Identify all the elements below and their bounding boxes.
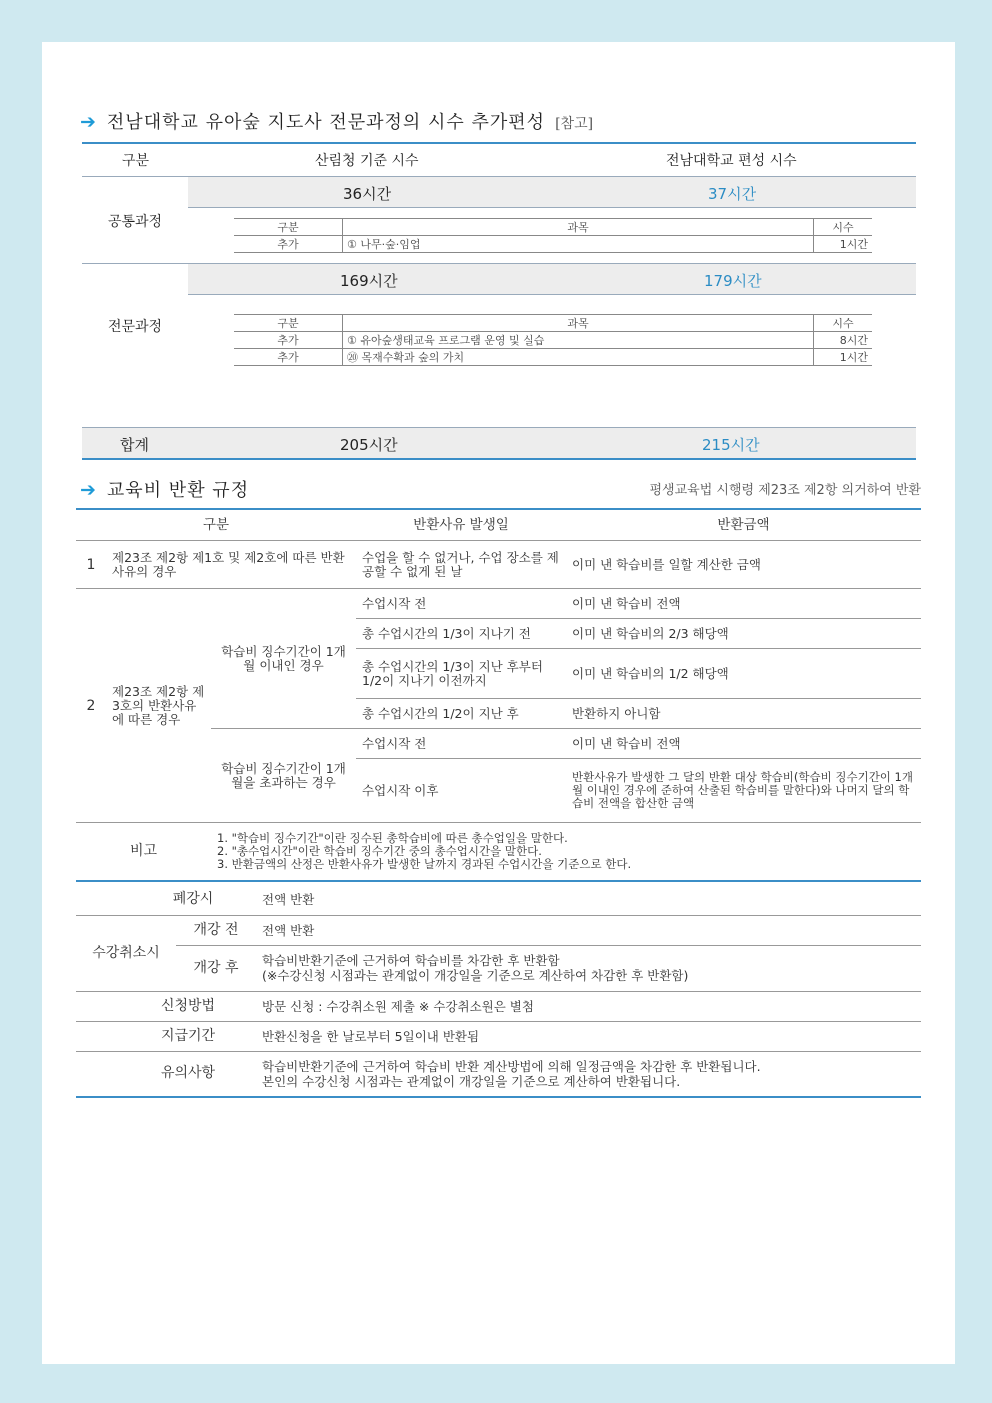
table-row bbox=[76, 991, 921, 1021]
sub-header-type: 구분 bbox=[234, 315, 343, 332]
special-course-label: 전문과정 bbox=[107, 319, 163, 335]
header-category: 구분 bbox=[76, 509, 356, 541]
method-label: 신청방법 bbox=[76, 991, 256, 1021]
special-sub-table bbox=[234, 314, 872, 366]
row-date: 총 수업시간의 1/2이 지난 후 bbox=[356, 699, 566, 729]
document-page bbox=[42, 42, 955, 1364]
table-row bbox=[76, 541, 921, 589]
row-date: 수업시작 전 bbox=[356, 589, 566, 619]
row-amount: 반환사유가 발생한 그 달의 반환 대상 학습비(학습비 징수기간이 1개월 이내인 경우에 준하여 산출된 학습비를 말한다)와 나머지 달의 학습비 전액을 합산한 금액 bbox=[566, 759, 921, 823]
total-forest-hours: 205시간 bbox=[340, 436, 398, 454]
before-start-label: 개강 전 bbox=[176, 915, 256, 945]
arrow-right-icon: ➔ bbox=[80, 479, 97, 501]
caution-text bbox=[256, 1051, 921, 1097]
row-amount: 이미 낸 학습비의 1/2 해당액 bbox=[566, 649, 921, 699]
refund-basis-note: 평생교육법 시행령 제23조 제2항 의거하여 반환 bbox=[649, 483, 921, 498]
table-row bbox=[76, 915, 921, 945]
common-hours-bar bbox=[188, 177, 916, 208]
row-number: 2 bbox=[76, 589, 106, 823]
sub-header-hours: 시수 bbox=[814, 219, 873, 236]
table-row bbox=[234, 349, 872, 366]
table-row bbox=[234, 236, 872, 253]
row-hours: 8시간 bbox=[814, 332, 873, 349]
section2-title-text: 교육비 반환 규정 bbox=[106, 480, 250, 501]
table-row bbox=[76, 589, 921, 619]
row-category: 제23조 제2항 제1호 및 제2호에 따른 반환사유의 경우 bbox=[106, 541, 356, 589]
sub-header-subject: 과목 bbox=[343, 219, 814, 236]
row-amount: 이미 낸 학습비를 일할 계산한 금액 bbox=[566, 541, 921, 589]
row-amount: 이미 낸 학습비 전액 bbox=[566, 589, 921, 619]
after-start-text bbox=[256, 945, 921, 991]
total-label: 합계 bbox=[120, 436, 149, 454]
header-forest-hours: 산림청 기준 시수 bbox=[315, 153, 419, 169]
section1-title-text: 전남대학교 유아숲 지도사 전문과정의 시수 추가편성 bbox=[106, 112, 546, 133]
caution-label: 유의사항 bbox=[76, 1051, 256, 1097]
sub-header-subject: 과목 bbox=[343, 315, 814, 332]
common-course-block bbox=[82, 177, 916, 264]
remarks-label: 비고 bbox=[76, 823, 211, 881]
row-type: 추가 bbox=[234, 349, 343, 366]
cancel-label: 수강취소시 bbox=[76, 915, 176, 991]
total-cnu-hours: 215시간 bbox=[702, 436, 760, 454]
row-date: 총 수업시간의 1/3이 지나기 전 bbox=[356, 619, 566, 649]
before-start-text: 전액 반환 bbox=[256, 915, 921, 945]
closure-label: 폐강시 bbox=[76, 885, 256, 915]
closure-text: 전액 반환 bbox=[256, 885, 921, 915]
row-type: 추가 bbox=[234, 332, 343, 349]
remarks-row bbox=[76, 823, 921, 881]
table-row bbox=[76, 945, 921, 991]
common-cnu-hours: 37시간 bbox=[708, 185, 757, 203]
row-date: 수업시작 이후 bbox=[356, 759, 566, 823]
caution-line: 학습비반환기준에 근거하여 학습비 반환 계산방법에 의해 일정금액을 차감한 후 반환됩니다. bbox=[262, 1058, 761, 1074]
row-date: 수업을 할 수 없거나, 수업 장소를 제공할 수 없게 된 날 bbox=[356, 541, 566, 589]
section1-title bbox=[80, 108, 593, 134]
common-sub-table bbox=[234, 218, 872, 253]
within-month-label: 학습비 징수기간이 1개월 이내인 경우 bbox=[211, 589, 356, 729]
method-text: 방문 신청 : 수강취소원 제출 ※ 수강취소원은 별첨 bbox=[256, 991, 921, 1021]
over-month-label: 학습비 징수기간이 1개월을 초과하는 경우 bbox=[211, 729, 356, 823]
hours-table-header bbox=[82, 142, 916, 177]
refund-table-header bbox=[76, 509, 921, 541]
remark-line: 3. 반환금액의 산정은 반환사유가 발생한 날까지 경과된 수업시간을 기준으로 한다. bbox=[217, 856, 632, 871]
caution-line: 본인의 수강신청 시점과는 관계없이 개강일을 기준으로 계산하여 반환됩니다. bbox=[262, 1073, 681, 1089]
total-row bbox=[82, 427, 916, 460]
cancellation-table bbox=[76, 885, 921, 1098]
table-row bbox=[76, 1051, 921, 1097]
special-forest-hours: 169시간 bbox=[340, 272, 398, 290]
row-date: 수업시작 전 bbox=[356, 729, 566, 759]
common-course-label: 공통과정 bbox=[107, 214, 163, 230]
header-category: 구분 bbox=[122, 153, 150, 169]
row-amount: 이미 낸 학습비의 2/3 해당액 bbox=[566, 619, 921, 649]
row-type: 추가 bbox=[234, 236, 343, 253]
remark-line: 2. "총수업시간"이란 학습비 징수기간 중의 총수업시간을 말한다. bbox=[217, 843, 542, 858]
table-row bbox=[234, 332, 872, 349]
after-start-line: 학습비반환기준에 근거하여 학습비를 차감한 후 반환함 bbox=[262, 953, 560, 968]
row-subject: ⑳ 목재수확과 숲의 가치 bbox=[343, 349, 814, 366]
after-start-line: (※수강신청 시점과는 관계없이 개강일을 기준으로 계산하여 차감한 후 반환함) bbox=[262, 968, 689, 983]
row-subject: ① 나무·숲·임업 bbox=[343, 236, 814, 253]
header-date: 반환사유 발생일 bbox=[356, 509, 566, 541]
period-label: 지급기간 bbox=[76, 1021, 256, 1051]
row-number: 1 bbox=[76, 541, 106, 589]
header-amount: 반환금액 bbox=[566, 509, 921, 541]
header-cnu-hours: 전남대학교 편성 시수 bbox=[666, 153, 797, 169]
section1-ref: [참고] bbox=[555, 116, 594, 132]
remark-line: 1. "학습비 징수기간"이란 징수된 총학습비에 따른 총수업일을 말한다. bbox=[217, 830, 568, 845]
row-hours: 1시간 bbox=[814, 236, 873, 253]
arrow-right-icon: ➔ bbox=[80, 111, 97, 133]
special-hours-bar bbox=[188, 264, 916, 295]
row-amount: 이미 낸 학습비 전액 bbox=[566, 729, 921, 759]
row-hours: 1시간 bbox=[814, 349, 873, 366]
row-amount: 반환하지 아니함 bbox=[566, 699, 921, 729]
sub-header-hours: 시수 bbox=[814, 315, 873, 332]
refund-table bbox=[76, 508, 921, 882]
special-course-block bbox=[82, 264, 916, 384]
table-row bbox=[76, 1021, 921, 1051]
special-cnu-hours: 179시간 bbox=[704, 272, 762, 290]
common-forest-hours: 36시간 bbox=[343, 185, 392, 203]
after-start-label: 개강 후 bbox=[176, 945, 256, 991]
sub-header-type: 구분 bbox=[234, 219, 343, 236]
section2-title bbox=[80, 476, 249, 502]
remarks-lines bbox=[211, 823, 921, 881]
row-subject: ① 유아숲생태교육 프로그램 운영 및 실습 bbox=[343, 332, 814, 349]
row-category: 제23조 제2항 제3호의 반환사유에 따른 경우 bbox=[106, 589, 211, 823]
row-date: 총 수업시간의 1/3이 지난 후부터 1/2이 지나기 이전까지 bbox=[356, 649, 566, 699]
hours-table bbox=[82, 142, 916, 454]
period-text: 반환신청을 한 날로부터 5일이내 반환됨 bbox=[256, 1021, 921, 1051]
table-row bbox=[76, 885, 921, 915]
